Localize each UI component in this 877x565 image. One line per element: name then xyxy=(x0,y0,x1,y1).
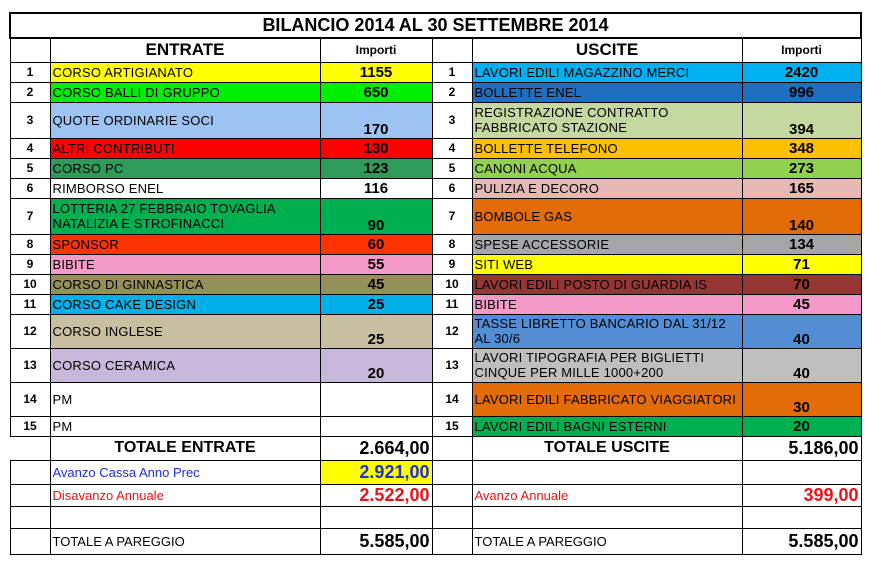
avanzo-cassa-label: Avanzo Cassa Anno Prec xyxy=(50,460,320,484)
empty-cell xyxy=(10,506,50,528)
uscite-row-value: 20 xyxy=(742,416,861,436)
uscite-row-value: 165 xyxy=(742,178,861,198)
entrate-row-number: 9 xyxy=(10,254,50,274)
table-row xyxy=(10,198,861,234)
entrate-row-label: BIBITE xyxy=(50,254,320,274)
entrate-row-value: 170 xyxy=(320,102,432,138)
uscite-row-number: 5 xyxy=(432,158,472,178)
pareggio-entrate-value: 5.585,00 xyxy=(320,528,432,554)
entrate-header: ENTRATE xyxy=(50,38,320,62)
entrate-row-value: 130 xyxy=(320,138,432,158)
pareggio-uscite-value: 5.585,00 xyxy=(742,528,861,554)
empty-cell xyxy=(10,38,50,62)
uscite-row-value: 140 xyxy=(742,198,861,234)
table-row xyxy=(10,82,861,102)
entrate-row-label: CORSO PC xyxy=(50,158,320,178)
uscite-row-label: LAVORI EDILI FABBRICATO VIAGGIATORI xyxy=(472,382,742,416)
entrate-row-value: 60 xyxy=(320,234,432,254)
entrate-row-value: 45 xyxy=(320,274,432,294)
entrate-row-value: 25 xyxy=(320,314,432,348)
entrate-row-number: 10 xyxy=(10,274,50,294)
entrate-row-label: CORSO BALLI DI GRUPPO xyxy=(50,82,320,102)
avanzo-annuale-value: 399,00 xyxy=(742,484,861,506)
uscite-row-number: 14 xyxy=(432,382,472,416)
entrate-row-number: 7 xyxy=(10,198,50,234)
uscite-row-label: CANONI ACQUA xyxy=(472,158,742,178)
empty-cell xyxy=(472,506,742,528)
pareggio-uscite-label: TOTALE A PAREGGIO xyxy=(472,528,742,554)
uscite-row-label: SPESE ACCESSORIE xyxy=(472,234,742,254)
uscite-row-label: SITI WEB xyxy=(472,254,742,274)
entrate-row-label: CORSO INGLESE xyxy=(50,314,320,348)
uscite-row-number: 2 xyxy=(432,82,472,102)
totale-entrate-value: 2.664,00 xyxy=(320,436,432,460)
uscite-row-value: 40 xyxy=(742,348,861,382)
uscite-row-value: 996 xyxy=(742,82,861,102)
table-row xyxy=(10,138,861,158)
uscite-row-label: REGISTRAZIONE CONTRATTO FABBRICATO STAZIONE xyxy=(472,102,742,138)
uscite-row-number: 8 xyxy=(432,234,472,254)
uscite-row-value: 134 xyxy=(742,234,861,254)
entrate-row-value xyxy=(320,382,432,416)
empty-cell xyxy=(742,506,861,528)
empty-cell xyxy=(472,460,742,484)
uscite-row-value: 45 xyxy=(742,294,861,314)
uscite-row-number: 10 xyxy=(432,274,472,294)
uscite-row-value: 394 xyxy=(742,102,861,138)
entrate-row-number: 8 xyxy=(10,234,50,254)
empty-cell xyxy=(432,506,472,528)
entrate-row-label: CORSO DI GINNASTICA xyxy=(50,274,320,294)
totale-entrate-label: TOTALE ENTRATE xyxy=(50,436,320,460)
empty-cell xyxy=(10,528,50,554)
uscite-row-value: 348 xyxy=(742,138,861,158)
uscite-row-value: 30 xyxy=(742,382,861,416)
empty-cell xyxy=(432,528,472,554)
table-row xyxy=(10,294,861,314)
empty-cell xyxy=(432,38,472,62)
entrate-row-number: 15 xyxy=(10,416,50,436)
empty-cell xyxy=(432,484,472,506)
table-row xyxy=(10,348,861,382)
totale-uscite-value: 5.186,00 xyxy=(742,436,861,460)
entrate-row-label: CORSO CERAMICA xyxy=(50,348,320,382)
entrate-row-number: 2 xyxy=(10,82,50,102)
entrate-row-value: 90 xyxy=(320,198,432,234)
empty-cell xyxy=(742,460,861,484)
uscite-row-number: 15 xyxy=(432,416,472,436)
empty-cell xyxy=(10,484,50,506)
avanzo-cassa-value: 2.921,00 xyxy=(320,460,432,484)
page-title: BILANCIO 2014 AL 30 SETTEMBRE 2014 xyxy=(10,13,861,38)
entrate-row-label: PM xyxy=(50,382,320,416)
totale-uscite-label: TOTALE USCITE xyxy=(472,436,742,460)
empty-cell xyxy=(50,506,320,528)
uscite-row-value: 40 xyxy=(742,314,861,348)
uscite-row-label: TASSE LIBRETTO BANCARIO DAL 31/12 AL 30/6 xyxy=(472,314,742,348)
table-row xyxy=(10,314,861,348)
entrate-row-label: SPONSOR xyxy=(50,234,320,254)
uscite-row-number: 12 xyxy=(432,314,472,348)
entrate-row-number: 5 xyxy=(10,158,50,178)
uscite-row-label: BOMBOLE GAS xyxy=(472,198,742,234)
empty-cell xyxy=(432,460,472,484)
uscite-row-label: LAVORI EDILI BAGNI ESTERNI xyxy=(472,416,742,436)
entrate-row-number: 14 xyxy=(10,382,50,416)
entrate-row-number: 1 xyxy=(10,62,50,82)
uscite-row-label: BOLLETTE ENEL xyxy=(472,82,742,102)
entrate-row-value: 116 xyxy=(320,178,432,198)
entrate-row-number: 13 xyxy=(10,348,50,382)
uscite-row-label: LAVORI EDILI POSTO DI GUARDIA IS xyxy=(472,274,742,294)
uscite-row-value: 2420 xyxy=(742,62,861,82)
empty-cell xyxy=(432,436,472,460)
avanzo-annuale-label: Avanzo Annuale xyxy=(472,484,742,506)
uscite-row-value: 71 xyxy=(742,254,861,274)
uscite-row-value: 70 xyxy=(742,274,861,294)
entrate-row-value: 1155 xyxy=(320,62,432,82)
disavanzo-value: 2.522,00 xyxy=(320,484,432,506)
table-row xyxy=(10,62,861,82)
pareggio-entrate-label: TOTALE A PAREGGIO xyxy=(50,528,320,554)
entrate-row-number: 3 xyxy=(10,102,50,138)
entrate-row-value: 650 xyxy=(320,82,432,102)
entrate-row-value: 25 xyxy=(320,294,432,314)
table-row xyxy=(10,254,861,274)
uscite-row-number: 9 xyxy=(432,254,472,274)
entrate-row-value: 55 xyxy=(320,254,432,274)
table-row xyxy=(10,158,861,178)
entrate-row-label: PM xyxy=(50,416,320,436)
disavanzo-label: Disavanzo Annuale xyxy=(50,484,320,506)
uscite-row-number: 11 xyxy=(432,294,472,314)
uscite-row-number: 3 xyxy=(432,102,472,138)
entrate-row-number: 12 xyxy=(10,314,50,348)
entrate-row-value: 20 xyxy=(320,348,432,382)
uscite-row-label: LAVORI TIPOGRAFIA PER BIGLIETTI CINQUE PER MILLE 1000+200 xyxy=(472,348,742,382)
uscite-row-number: 1 xyxy=(432,62,472,82)
empty-cell xyxy=(10,460,50,484)
uscite-row-label: PULIZIA E DECORO xyxy=(472,178,742,198)
table-row xyxy=(10,234,861,254)
uscite-row-label: BIBITE xyxy=(472,294,742,314)
entrate-row-label: LOTTERIA 27 FEBBRAIO TOVAGLIA NATALIZIA E STROFINACCI xyxy=(50,198,320,234)
entrate-row-number: 4 xyxy=(10,138,50,158)
table-row xyxy=(10,178,861,198)
entrate-row-label: RIMBORSO ENEL xyxy=(50,178,320,198)
uscite-row-number: 4 xyxy=(432,138,472,158)
table-row xyxy=(10,382,861,416)
entrate-row-number: 6 xyxy=(10,178,50,198)
table-row xyxy=(10,274,861,294)
table-row xyxy=(10,102,861,138)
uscite-row-value: 273 xyxy=(742,158,861,178)
uscite-importi-header: Importi xyxy=(742,38,861,62)
uscite-row-number: 7 xyxy=(432,198,472,234)
entrate-row-label: ALTRI CONTRIBUTI xyxy=(50,138,320,158)
entrate-row-value: 123 xyxy=(320,158,432,178)
entrate-row-number: 11 xyxy=(10,294,50,314)
empty-cell xyxy=(10,436,50,460)
entrate-importi-header: Importi xyxy=(320,38,432,62)
uscite-row-label: LAVORI EDILI MAGAZZINO MERCI xyxy=(472,62,742,82)
entrate-row-label: CORSO ARTIGIANATO xyxy=(50,62,320,82)
entrate-row-label: CORSO CAKE DESIGN xyxy=(50,294,320,314)
uscite-row-number: 6 xyxy=(432,178,472,198)
bilancio-table xyxy=(9,12,862,555)
uscite-row-number: 13 xyxy=(432,348,472,382)
table-row xyxy=(10,416,861,436)
entrate-row-label: QUOTE ORDINARIE SOCI xyxy=(50,102,320,138)
entrate-row-value xyxy=(320,416,432,436)
uscite-row-label: BOLLETTE TELEFONO xyxy=(472,138,742,158)
uscite-header: USCITE xyxy=(472,38,742,62)
empty-cell xyxy=(320,506,432,528)
